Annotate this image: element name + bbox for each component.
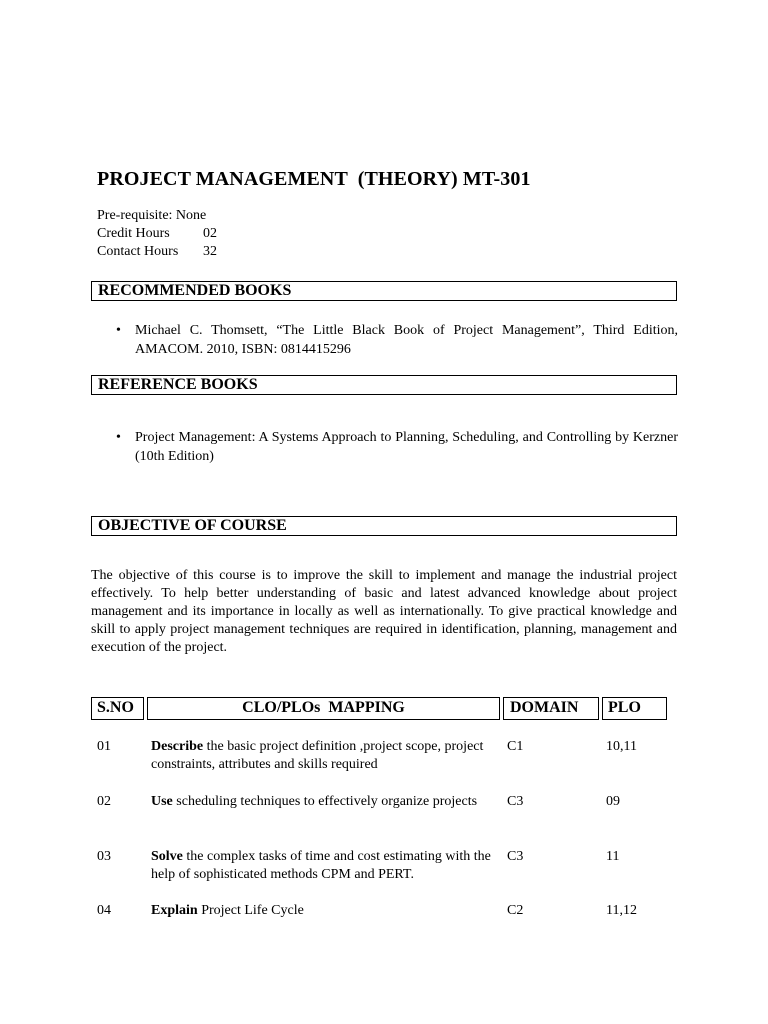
reference-books-heading: REFERENCE BOOKS <box>91 375 677 395</box>
header-domain: DOMAIN <box>503 697 599 720</box>
objective-text: The objective of this course is to improve the skill to implement and manage the industrial project effectively. To help better understanding of basic and latest advanced knowledge about project management and its importance in locally as well as internationally. To give practical knowledge and skill to apply project management techniques are required in identification, planning, management and execution of the project. <box>91 568 677 655</box>
recommended-books-list <box>116 321 678 359</box>
row-plo: 11 <box>606 849 620 864</box>
row-sno: 04 <box>97 903 111 918</box>
list-item: • Project Management: A Systems Approach to Planning, Scheduling, and Controlling by Kerzner (10th Edition) <box>116 428 678 466</box>
credit-hours-row <box>97 225 217 243</box>
header-plo: PLO <box>602 697 667 720</box>
header-mapping: CLO/PLOs MAPPING <box>147 697 500 720</box>
credit-hours-label: Credit Hours <box>97 226 170 241</box>
row-description <box>151 848 507 884</box>
contact-hours-row <box>97 243 217 261</box>
row-description <box>151 902 507 920</box>
table-row <box>97 902 666 920</box>
course-title: PROJECT MANAGEMENT (THEORY) MT-301 <box>97 168 531 190</box>
reference-books-list <box>116 428 678 466</box>
list-item: • Michael C. Thomsett, “The Little Black Book of Project Management”, Third Edition, AMACOM. 2010, ISBN: 0814415296 <box>116 321 678 359</box>
row-sno: 02 <box>97 794 111 809</box>
row-description <box>151 793 507 811</box>
row-text: the basic project definition ,project scope, project constraints, attributes and skills required <box>151 739 484 772</box>
row-domain: C3 <box>507 849 524 864</box>
course-meta <box>97 207 217 261</box>
objective-heading: OBJECTIVE OF COURSE <box>91 516 677 536</box>
row-text: scheduling techniques to effectively organize projects <box>172 794 478 809</box>
row-sno: 03 <box>97 849 111 864</box>
row-plo: 11,12 <box>606 903 637 918</box>
row-verb: Explain <box>151 903 198 918</box>
row-plo: 10,11 <box>606 739 637 754</box>
row-verb: Describe <box>151 739 204 754</box>
table-row <box>97 793 666 811</box>
row-verb: Use <box>151 794 173 809</box>
row-text: Project Life Cycle <box>197 903 304 918</box>
table-row <box>97 738 666 774</box>
contact-hours-label: Contact Hours <box>97 244 179 259</box>
clo-table-header <box>91 697 667 720</box>
credit-hours-value: 02 <box>203 226 217 241</box>
row-domain: C1 <box>507 739 524 754</box>
row-description <box>151 738 507 774</box>
row-domain: C2 <box>507 903 524 918</box>
recommended-books-heading: RECOMMENDED BOOKS <box>91 281 677 301</box>
contact-hours-value: 32 <box>203 244 217 259</box>
header-sno: S.NO <box>91 697 144 720</box>
row-sno: 01 <box>97 739 111 754</box>
row-plo: 09 <box>606 794 620 809</box>
table-row <box>97 848 666 884</box>
row-domain: C3 <box>507 794 524 809</box>
row-text: the complex tasks of time and cost estimating with the help of sophisticated methods CPM and PERT. <box>151 849 491 882</box>
prerequisite: Pre-requisite: None <box>97 208 207 223</box>
row-verb: Solve <box>151 849 183 864</box>
